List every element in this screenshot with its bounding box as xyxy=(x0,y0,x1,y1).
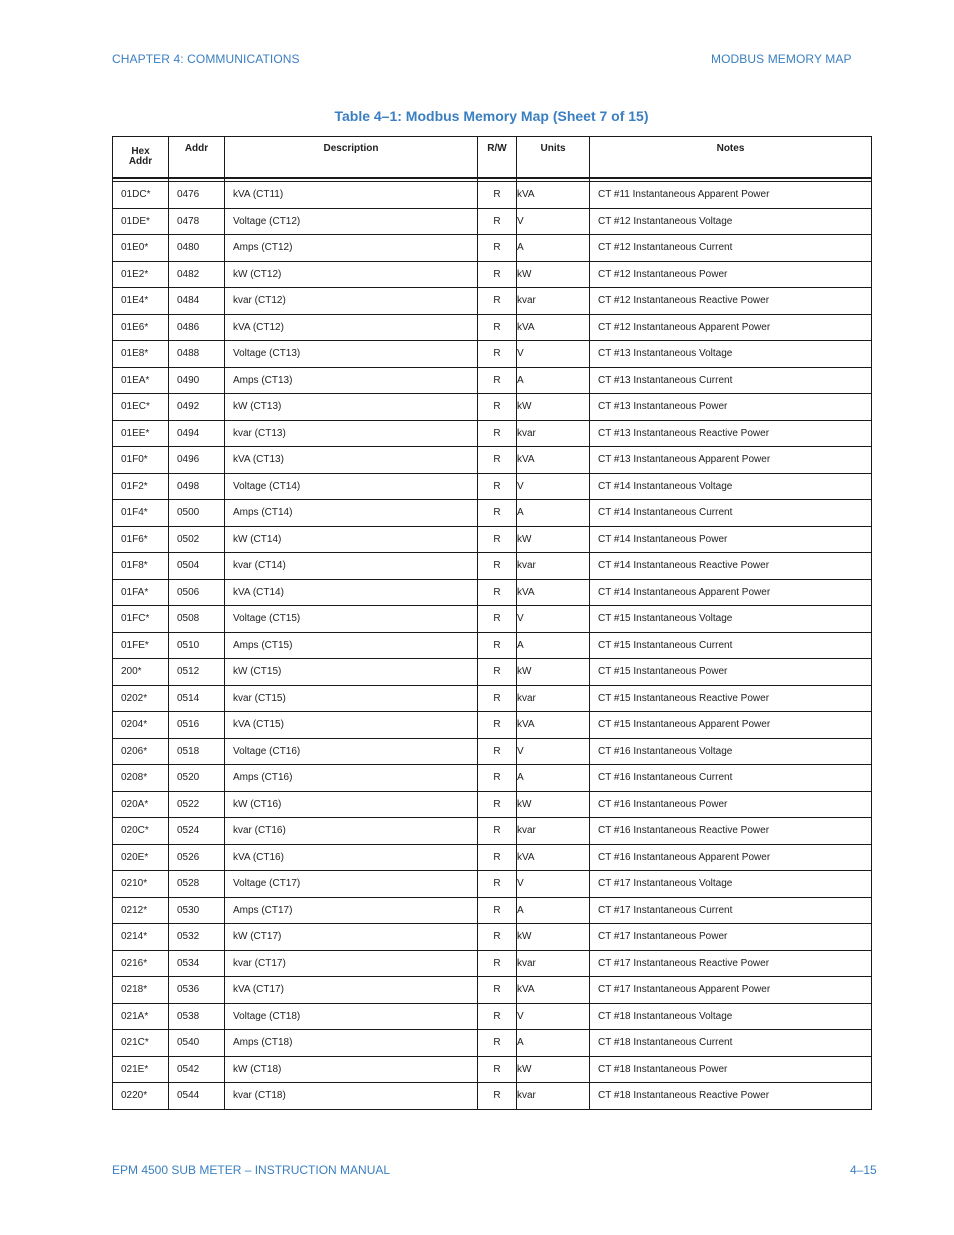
cell-description: kVA (CT17) xyxy=(225,977,478,1004)
column-header-hex-line1: Hex xyxy=(131,146,150,157)
cell-units: kVA xyxy=(517,844,590,871)
cell-notes: CT #14 Instantaneous Apparent Power xyxy=(590,579,872,606)
cell-rw: R xyxy=(478,235,517,262)
cell-addr: 0536 xyxy=(169,977,225,1004)
cell-hex-addr: 01DC* xyxy=(113,182,169,209)
cell-rw: R xyxy=(478,367,517,394)
cell-addr: 0512 xyxy=(169,659,225,686)
cell-rw: R xyxy=(478,500,517,527)
cell-hex-addr: 01FC* xyxy=(113,606,169,633)
cell-addr: 0476 xyxy=(169,182,225,209)
cell-description: kvar (CT16) xyxy=(225,818,478,845)
table-row xyxy=(113,526,872,553)
table-row xyxy=(113,1030,872,1057)
cell-notes: CT #12 Instantaneous Apparent Power xyxy=(590,314,872,341)
cell-description: kW (CT17) xyxy=(225,924,478,951)
cell-description: kVA (CT12) xyxy=(225,314,478,341)
cell-units: kW xyxy=(517,261,590,288)
cell-description: kVA (CT14) xyxy=(225,579,478,606)
cell-units: A xyxy=(517,632,590,659)
cell-addr: 0480 xyxy=(169,235,225,262)
cell-notes: CT #15 Instantaneous Reactive Power xyxy=(590,685,872,712)
cell-rw: R xyxy=(478,632,517,659)
cell-hex-addr: 0220* xyxy=(113,1083,169,1110)
table-row xyxy=(113,632,872,659)
column-header-description: Description xyxy=(225,137,478,179)
cell-units: V xyxy=(517,871,590,898)
cell-rw: R xyxy=(478,1056,517,1083)
cell-addr: 0490 xyxy=(169,367,225,394)
table-row xyxy=(113,182,872,209)
cell-addr: 0482 xyxy=(169,261,225,288)
cell-description: Voltage (CT16) xyxy=(225,738,478,765)
cell-description: Amps (CT15) xyxy=(225,632,478,659)
cell-description: kvar (CT15) xyxy=(225,685,478,712)
cell-rw: R xyxy=(478,208,517,235)
table-row xyxy=(113,818,872,845)
cell-rw: R xyxy=(478,765,517,792)
cell-notes: CT #17 Instantaneous Current xyxy=(590,897,872,924)
table-body xyxy=(113,178,872,1109)
cell-units: kVA xyxy=(517,182,590,209)
cell-rw: R xyxy=(478,1003,517,1030)
cell-description: kvar (CT17) xyxy=(225,950,478,977)
cell-units: kW xyxy=(517,1056,590,1083)
cell-hex-addr: 01F4* xyxy=(113,500,169,527)
cell-hex-addr: 0204* xyxy=(113,712,169,739)
cell-notes: CT #17 Instantaneous Apparent Power xyxy=(590,977,872,1004)
cell-hex-addr: 020E* xyxy=(113,844,169,871)
cell-addr: 0504 xyxy=(169,553,225,580)
table-row xyxy=(113,261,872,288)
table-row xyxy=(113,871,872,898)
cell-hex-addr: 01F2* xyxy=(113,473,169,500)
cell-rw: R xyxy=(478,314,517,341)
cell-rw: R xyxy=(478,818,517,845)
cell-description: kW (CT12) xyxy=(225,261,478,288)
cell-description: kW (CT18) xyxy=(225,1056,478,1083)
table-row xyxy=(113,579,872,606)
cell-hex-addr: 0208* xyxy=(113,765,169,792)
table-row xyxy=(113,1083,872,1110)
cell-notes: CT #12 Instantaneous Power xyxy=(590,261,872,288)
cell-rw: R xyxy=(478,579,517,606)
cell-description: kvar (CT14) xyxy=(225,553,478,580)
cell-units: kvar xyxy=(517,1083,590,1110)
cell-addr: 0502 xyxy=(169,526,225,553)
table-row xyxy=(113,791,872,818)
cell-addr: 0494 xyxy=(169,420,225,447)
cell-notes: CT #18 Instantaneous Power xyxy=(590,1056,872,1083)
table-row xyxy=(113,1003,872,1030)
cell-description: Amps (CT14) xyxy=(225,500,478,527)
cell-rw: R xyxy=(478,341,517,368)
cell-notes: CT #14 Instantaneous Power xyxy=(590,526,872,553)
cell-hex-addr: 01EC* xyxy=(113,394,169,421)
footer-manual-title: EPM 4500 SUB METER – INSTRUCTION MANUAL xyxy=(112,1163,391,1177)
cell-hex-addr: 0214* xyxy=(113,924,169,951)
cell-units: kVA xyxy=(517,314,590,341)
cell-units: kVA xyxy=(517,977,590,1004)
cell-units: kW xyxy=(517,394,590,421)
cell-description: Voltage (CT17) xyxy=(225,871,478,898)
cell-addr: 0540 xyxy=(169,1030,225,1057)
cell-hex-addr: 021A* xyxy=(113,1003,169,1030)
cell-notes: CT #14 Instantaneous Reactive Power xyxy=(590,553,872,580)
cell-hex-addr: 01E4* xyxy=(113,288,169,315)
cell-description: kvar (CT13) xyxy=(225,420,478,447)
cell-rw: R xyxy=(478,712,517,739)
cell-notes: CT #16 Instantaneous Current xyxy=(590,765,872,792)
cell-notes: CT #18 Instantaneous Reactive Power xyxy=(590,1083,872,1110)
cell-addr: 0530 xyxy=(169,897,225,924)
table-row xyxy=(113,341,872,368)
cell-addr: 0534 xyxy=(169,950,225,977)
cell-addr: 0506 xyxy=(169,579,225,606)
cell-hex-addr: 200* xyxy=(113,659,169,686)
cell-hex-addr: 021C* xyxy=(113,1030,169,1057)
cell-notes: CT #12 Instantaneous Voltage xyxy=(590,208,872,235)
cell-units: kvar xyxy=(517,685,590,712)
cell-description: kVA (CT15) xyxy=(225,712,478,739)
cell-units: kW xyxy=(517,924,590,951)
cell-addr: 0478 xyxy=(169,208,225,235)
table-row xyxy=(113,473,872,500)
cell-addr: 0516 xyxy=(169,712,225,739)
table-row xyxy=(113,897,872,924)
cell-notes: CT #16 Instantaneous Voltage xyxy=(590,738,872,765)
cell-addr: 0524 xyxy=(169,818,225,845)
cell-description: Amps (CT18) xyxy=(225,1030,478,1057)
column-header-rw: R/W xyxy=(478,137,517,179)
table-row xyxy=(113,977,872,1004)
cell-rw: R xyxy=(478,897,517,924)
cell-units: kvar xyxy=(517,818,590,845)
cell-hex-addr: 01EA* xyxy=(113,367,169,394)
cell-units: kW xyxy=(517,659,590,686)
cell-rw: R xyxy=(478,791,517,818)
column-header-hex-line2: Addr xyxy=(128,156,153,167)
chapter-header: CHAPTER 4: COMMUNICATIONS xyxy=(112,52,300,66)
cell-units: A xyxy=(517,500,590,527)
cell-rw: R xyxy=(478,447,517,474)
cell-units: kVA xyxy=(517,712,590,739)
cell-notes: CT #13 Instantaneous Current xyxy=(590,367,872,394)
table-row xyxy=(113,738,872,765)
cell-notes: CT #18 Instantaneous Current xyxy=(590,1030,872,1057)
cell-rw: R xyxy=(478,659,517,686)
cell-notes: CT #16 Instantaneous Power xyxy=(590,791,872,818)
cell-units: V xyxy=(517,738,590,765)
cell-notes: CT #13 Instantaneous Reactive Power xyxy=(590,420,872,447)
cell-hex-addr: 01E2* xyxy=(113,261,169,288)
cell-description: kW (CT15) xyxy=(225,659,478,686)
table-row xyxy=(113,844,872,871)
cell-notes: CT #16 Instantaneous Apparent Power xyxy=(590,844,872,871)
cell-addr: 0510 xyxy=(169,632,225,659)
cell-addr: 0500 xyxy=(169,500,225,527)
cell-notes: CT #13 Instantaneous Power xyxy=(590,394,872,421)
cell-addr: 0518 xyxy=(169,738,225,765)
cell-hex-addr: 0212* xyxy=(113,897,169,924)
table-row xyxy=(113,950,872,977)
cell-addr: 0542 xyxy=(169,1056,225,1083)
column-header-hex-addr xyxy=(113,137,169,179)
cell-rw: R xyxy=(478,685,517,712)
cell-hex-addr: 0218* xyxy=(113,977,169,1004)
cell-hex-addr: 01E8* xyxy=(113,341,169,368)
cell-description: Voltage (CT15) xyxy=(225,606,478,633)
column-header-units: Units xyxy=(517,137,590,179)
cell-units: kvar xyxy=(517,553,590,580)
table-row xyxy=(113,606,872,633)
table-row xyxy=(113,394,872,421)
cell-notes: CT #15 Instantaneous Power xyxy=(590,659,872,686)
cell-rw: R xyxy=(478,553,517,580)
cell-notes: CT #11 Instantaneous Apparent Power xyxy=(590,182,872,209)
cell-rw: R xyxy=(478,844,517,871)
cell-units: kVA xyxy=(517,579,590,606)
cell-addr: 0488 xyxy=(169,341,225,368)
cell-addr: 0532 xyxy=(169,924,225,951)
cell-description: kW (CT16) xyxy=(225,791,478,818)
cell-notes: CT #13 Instantaneous Apparent Power xyxy=(590,447,872,474)
table-header-row xyxy=(113,137,872,179)
cell-rw: R xyxy=(478,738,517,765)
table-row xyxy=(113,447,872,474)
cell-rw: R xyxy=(478,924,517,951)
cell-hex-addr: 01EE* xyxy=(113,420,169,447)
cell-units: A xyxy=(517,235,590,262)
cell-addr: 0520 xyxy=(169,765,225,792)
cell-description: Voltage (CT18) xyxy=(225,1003,478,1030)
cell-description: Voltage (CT13) xyxy=(225,341,478,368)
cell-notes: CT #15 Instantaneous Voltage xyxy=(590,606,872,633)
cell-hex-addr: 01E6* xyxy=(113,314,169,341)
cell-addr: 0544 xyxy=(169,1083,225,1110)
cell-rw: R xyxy=(478,1083,517,1110)
table-row xyxy=(113,420,872,447)
table-row xyxy=(113,500,872,527)
cell-units: kW xyxy=(517,791,590,818)
cell-notes: CT #12 Instantaneous Current xyxy=(590,235,872,262)
cell-addr: 0522 xyxy=(169,791,225,818)
cell-units: V xyxy=(517,606,590,633)
cell-hex-addr: 01F6* xyxy=(113,526,169,553)
cell-description: Voltage (CT12) xyxy=(225,208,478,235)
cell-hex-addr: 0216* xyxy=(113,950,169,977)
column-header-notes: Notes xyxy=(590,137,872,179)
cell-description: Amps (CT16) xyxy=(225,765,478,792)
cell-hex-addr: 01F8* xyxy=(113,553,169,580)
cell-addr: 0492 xyxy=(169,394,225,421)
cell-units: A xyxy=(517,897,590,924)
cell-units: V xyxy=(517,1003,590,1030)
cell-rw: R xyxy=(478,261,517,288)
cell-units: V xyxy=(517,473,590,500)
table-row xyxy=(113,765,872,792)
cell-units: V xyxy=(517,208,590,235)
cell-units: kvar xyxy=(517,288,590,315)
table-row xyxy=(113,685,872,712)
cell-rw: R xyxy=(478,394,517,421)
cell-rw: R xyxy=(478,977,517,1004)
table-row xyxy=(113,712,872,739)
cell-description: Voltage (CT14) xyxy=(225,473,478,500)
table-row xyxy=(113,659,872,686)
cell-units: A xyxy=(517,765,590,792)
cell-rw: R xyxy=(478,526,517,553)
cell-description: kVA (CT16) xyxy=(225,844,478,871)
cell-hex-addr: 01FE* xyxy=(113,632,169,659)
cell-notes: CT #15 Instantaneous Current xyxy=(590,632,872,659)
cell-notes: CT #18 Instantaneous Voltage xyxy=(590,1003,872,1030)
cell-notes: CT #16 Instantaneous Reactive Power xyxy=(590,818,872,845)
cell-rw: R xyxy=(478,420,517,447)
cell-rw: R xyxy=(478,871,517,898)
cell-rw: R xyxy=(478,473,517,500)
section-header: MODBUS MEMORY MAP xyxy=(711,52,852,66)
cell-rw: R xyxy=(478,288,517,315)
cell-addr: 0508 xyxy=(169,606,225,633)
cell-description: Amps (CT12) xyxy=(225,235,478,262)
cell-description: kvar (CT18) xyxy=(225,1083,478,1110)
cell-rw: R xyxy=(478,182,517,209)
table-row xyxy=(113,314,872,341)
cell-addr: 0496 xyxy=(169,447,225,474)
table-row xyxy=(113,924,872,951)
cell-units: kW xyxy=(517,526,590,553)
cell-notes: CT #14 Instantaneous Current xyxy=(590,500,872,527)
cell-units: kVA xyxy=(517,447,590,474)
cell-addr: 0514 xyxy=(169,685,225,712)
cell-notes: CT #14 Instantaneous Voltage xyxy=(590,473,872,500)
cell-description: kVA (CT13) xyxy=(225,447,478,474)
table-row xyxy=(113,208,872,235)
cell-hex-addr: 01F0* xyxy=(113,447,169,474)
cell-units: kvar xyxy=(517,950,590,977)
cell-hex-addr: 020A* xyxy=(113,791,169,818)
cell-description: kW (CT14) xyxy=(225,526,478,553)
table-row xyxy=(113,367,872,394)
table-row xyxy=(113,288,872,315)
cell-description: kVA (CT11) xyxy=(225,182,478,209)
cell-units: A xyxy=(517,1030,590,1057)
cell-addr: 0526 xyxy=(169,844,225,871)
cell-hex-addr: 01E0* xyxy=(113,235,169,262)
cell-notes: CT #17 Instantaneous Power xyxy=(590,924,872,951)
cell-addr: 0486 xyxy=(169,314,225,341)
cell-addr: 0484 xyxy=(169,288,225,315)
table-row xyxy=(113,235,872,262)
cell-units: V xyxy=(517,341,590,368)
cell-hex-addr: 0206* xyxy=(113,738,169,765)
table-caption: Table 4–1: Modbus Memory Map (Sheet 7 of 15) xyxy=(334,108,649,124)
cell-units: kvar xyxy=(517,420,590,447)
table-row xyxy=(113,1056,872,1083)
cell-rw: R xyxy=(478,950,517,977)
cell-rw: R xyxy=(478,606,517,633)
cell-description: kvar (CT12) xyxy=(225,288,478,315)
cell-description: kW (CT13) xyxy=(225,394,478,421)
cell-hex-addr: 0202* xyxy=(113,685,169,712)
cell-hex-addr: 020C* xyxy=(113,818,169,845)
modbus-memory-map-table xyxy=(112,136,872,1110)
cell-notes: CT #15 Instantaneous Apparent Power xyxy=(590,712,872,739)
cell-hex-addr: 01FA* xyxy=(113,579,169,606)
cell-notes: CT #17 Instantaneous Reactive Power xyxy=(590,950,872,977)
cell-description: Amps (CT17) xyxy=(225,897,478,924)
cell-hex-addr: 021E* xyxy=(113,1056,169,1083)
cell-addr: 0538 xyxy=(169,1003,225,1030)
cell-description: Amps (CT13) xyxy=(225,367,478,394)
cell-notes: CT #12 Instantaneous Reactive Power xyxy=(590,288,872,315)
footer-page-number: 4–15 xyxy=(850,1163,877,1177)
cell-hex-addr: 01DE* xyxy=(113,208,169,235)
cell-units: A xyxy=(517,367,590,394)
cell-hex-addr: 0210* xyxy=(113,871,169,898)
table-row xyxy=(113,553,872,580)
cell-addr: 0528 xyxy=(169,871,225,898)
column-header-addr: Addr xyxy=(169,137,225,179)
cell-addr: 0498 xyxy=(169,473,225,500)
cell-notes: CT #13 Instantaneous Voltage xyxy=(590,341,872,368)
cell-notes: CT #17 Instantaneous Voltage xyxy=(590,871,872,898)
cell-rw: R xyxy=(478,1030,517,1057)
